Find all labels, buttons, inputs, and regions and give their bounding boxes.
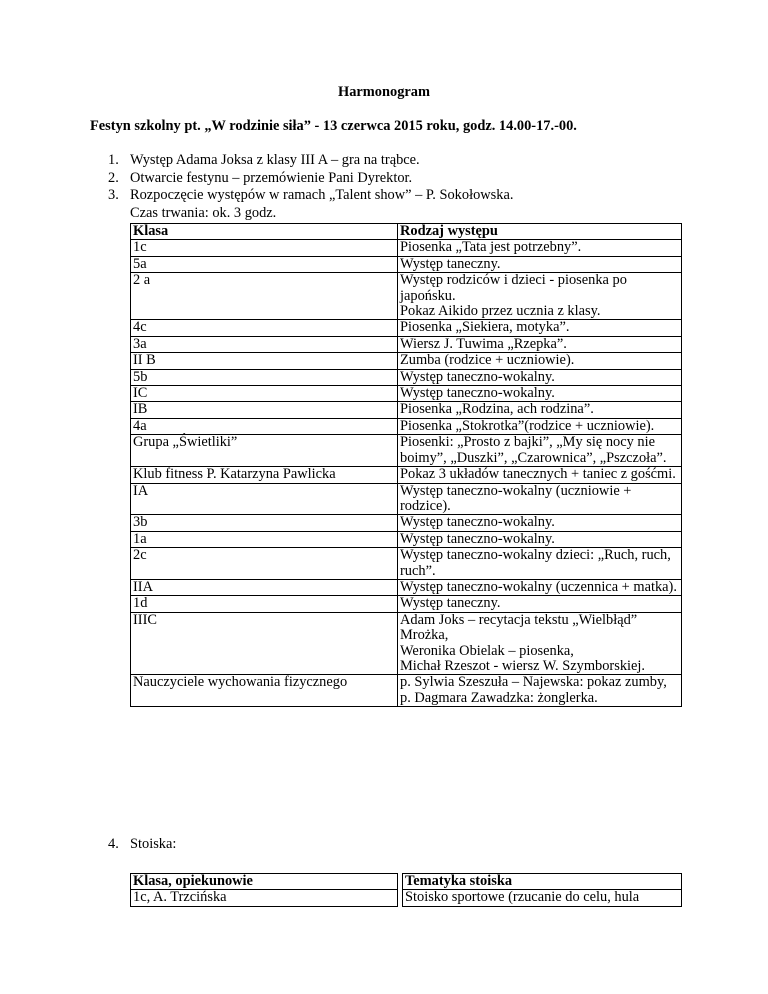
cell-performance: Występ taneczny. [398, 256, 682, 272]
table-row [131, 531, 682, 547]
table-row [131, 369, 682, 385]
table-row [131, 418, 682, 434]
cell-class: IB [131, 402, 398, 418]
cell-performance: Zumba (rodzice + uczniowie). [398, 353, 682, 369]
column-header-class-supervisors: Klasa, opiekunowie [131, 874, 398, 890]
list-item [108, 152, 513, 170]
cell-class: 1d [131, 596, 398, 612]
cell-class: 4a [131, 418, 398, 434]
list-item-text: Stoiska: [130, 836, 177, 852]
list-item-text: Występ Adama Joksa z klasy III A – gra na trąbce. [130, 152, 420, 168]
cell-performance: Pokaz 3 układów tanecznych + taniec z gośćmi. [398, 467, 682, 483]
list-item [108, 170, 513, 188]
table-row [131, 596, 682, 612]
table-row [131, 483, 682, 515]
table-row [131, 256, 682, 272]
table-header-row [131, 224, 682, 240]
list-item-number: 2. [108, 169, 119, 186]
cell-class: IIA [131, 579, 398, 595]
table-row [131, 890, 682, 906]
table-row [131, 467, 682, 483]
cell-performance: Występ taneczny. [398, 596, 682, 612]
table-row [131, 353, 682, 369]
cell-performance: Piosenka „Stokrotka”(rodzice + uczniowie). [398, 418, 682, 434]
list-item [108, 836, 176, 853]
table-row [131, 548, 682, 580]
list-item [108, 187, 513, 205]
cell-performance: Wiersz J. Tuwima „Rzepka”. [398, 336, 682, 352]
cell-performance: Występ taneczno-wokalny. [398, 515, 682, 531]
list-item-text: Rozpoczęcie występów w ramach „Talent show” – P. Sokołowska. [130, 187, 514, 203]
cell-stall-theme: Stoisko sportowe (rzucanie do celu, hula [403, 890, 682, 906]
cell-class: IA [131, 483, 398, 515]
table-row [131, 320, 682, 336]
cell-class: Grupa „Świetliki” [131, 435, 398, 467]
table-header-row [131, 874, 682, 890]
list-item-number: 4. [108, 836, 119, 852]
document-subtitle: Festyn szkolny pt. „W rodzinie siła” - 13 czerwca 2015 roku, godz. 14.00-17.-00. [90, 118, 577, 134]
cell-performance: Występ taneczno-wokalny. [398, 386, 682, 402]
cell-class: 2c [131, 548, 398, 580]
performances-table [130, 223, 682, 707]
cell-performance: Występ taneczno-wokalny (uczniowie + rodzice). [398, 483, 682, 515]
cell-performance: Adam Joks – recytacja tekstu „Wielbłąd” Mrożka, Weronika Obielak – piosenka, Michał Rzeszot - wiersz W. Szymborskiej. [398, 612, 682, 675]
table-row [131, 240, 682, 256]
cell-class: Nauczyciele wychowania fizycznego [131, 675, 398, 707]
cell-class: IC [131, 386, 398, 402]
table-row [131, 402, 682, 418]
table-row [131, 515, 682, 531]
cell-performance: Występ taneczno-wokalny. [398, 369, 682, 385]
cell-performance: Piosenka „Tata jest potrzebny”. [398, 240, 682, 256]
cell-performance: Występ taneczno-wokalny dzieci: „Ruch, ruch, ruch”. [398, 548, 682, 580]
cell-class: IIIC [131, 612, 398, 675]
table-row [131, 386, 682, 402]
column-header-class: Klasa [131, 224, 398, 240]
cell-performance: Występ taneczno-wokalny. [398, 531, 682, 547]
cell-performance: Piosenka „Rodzina, ach rodzina”. [398, 402, 682, 418]
list-item-number: 1. [108, 152, 119, 168]
table-row [131, 273, 682, 320]
cell-class: 1a [131, 531, 398, 547]
table-row [131, 579, 682, 595]
list-item-number: 3. [108, 187, 119, 203]
cell-class: 2 a [131, 273, 398, 320]
program-list [108, 152, 513, 205]
cell-class: 5a [131, 256, 398, 272]
cell-class: 1c [131, 240, 398, 256]
table-row [131, 336, 682, 352]
column-header-stall-theme: Tematyka stoiska [403, 874, 682, 890]
table-row [131, 612, 682, 675]
cell-class: 5b [131, 369, 398, 385]
table-row [131, 435, 682, 467]
cell-performance: Występ rodziców i dzieci - piosenka po japońsku. Pokaz Aikido przez ucznia z klasy. [398, 273, 682, 320]
cell-class-supervisors: 1c, A. Trzcińska [131, 890, 398, 906]
table-row [131, 675, 682, 707]
cell-performance: Piosenki: „Prosto z bajki”, „My się nocy nie boimy”, „Duszki”, „Czarownica”, „Pszczoła”. [398, 435, 682, 467]
cell-class: Klub fitness P. Katarzyna Pawlicka [131, 467, 398, 483]
cell-class: 3b [131, 515, 398, 531]
document-title: Harmonogram [338, 84, 430, 100]
cell-class: 4c [131, 320, 398, 336]
cell-performance: Piosenka „Siekiera, motyka”. [398, 320, 682, 336]
cell-class: 3a [131, 336, 398, 352]
stalls-table [130, 873, 682, 907]
list-item-text: Otwarcie festynu – przemówienie Pani Dyrektor. [130, 169, 413, 186]
cell-class: II B [131, 353, 398, 369]
cell-performance: p. Sylwia Szeszuła – Najewska: pokaz zumby, p. Dagmara Zawadzka: żonglerka. [398, 675, 682, 707]
cell-performance: Występ taneczno-wokalny (uczennica + matka). [398, 579, 682, 595]
duration-note: Czas trwania: ok. 3 godz. [130, 205, 277, 221]
column-header-performance: Rodzaj występu [398, 224, 682, 240]
